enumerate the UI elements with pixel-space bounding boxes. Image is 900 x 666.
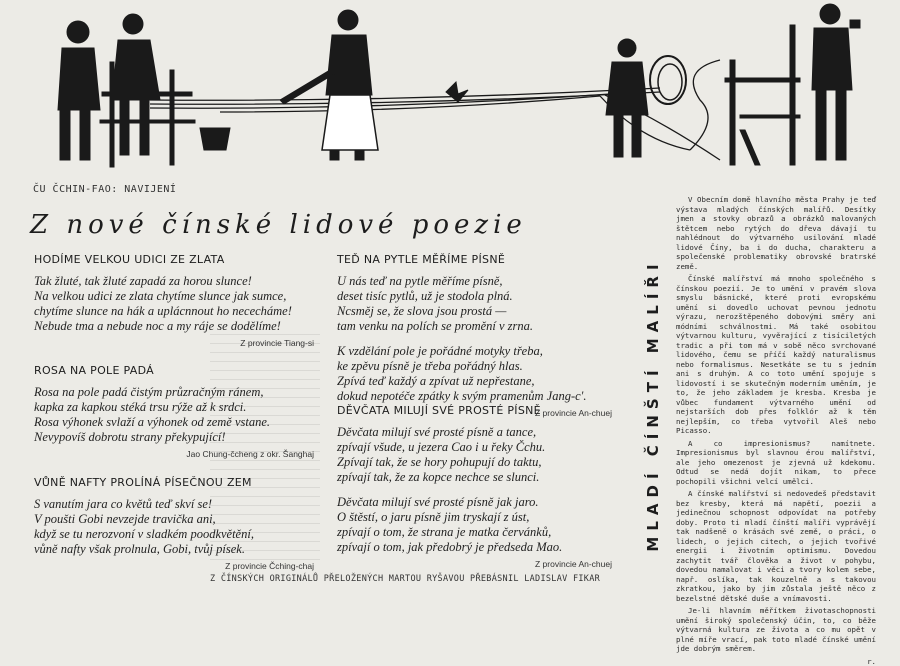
poem-line: Nebude tma a nebude noc a my ráje se dodělíme! bbox=[34, 319, 314, 334]
vertical-title-text: MLADÍ ČÍNŠTÍ MALÍŘI bbox=[644, 258, 662, 551]
poem-source: Z provincie Tiang-si bbox=[34, 338, 314, 348]
poem-3 bbox=[34, 476, 314, 571]
poem-line: Zpívají tak, že se hory pohupují do taktu, bbox=[337, 455, 612, 470]
page-title: Z nové čínské lidové poezie bbox=[30, 210, 527, 240]
poem-line: když se tu nerozvoní v sladkém poodkvětění, bbox=[34, 527, 314, 542]
poem-stanza-break bbox=[337, 334, 612, 344]
poem-line: Zpívá teď každý a zpívat už nepřestane, bbox=[337, 374, 612, 389]
poem-line: Rosa na pole padá čistým průzračným ránem, bbox=[34, 385, 314, 400]
poem-line: tam venku na polích se promění v zrna. bbox=[337, 319, 612, 334]
poem-line: S vanutím jara co květů teď skví se! bbox=[34, 497, 314, 512]
poem-line: chytíme slunce na hák a uplácnnout ho nececháme! bbox=[34, 304, 314, 319]
article-paragraph: A co impresionismus? namítnete. Impresionismus byl slavnou érou malířství, ale jeho omezenost je zjevná už kdekomu. Odtud se nedá dojít nikam, to přece pochopili všichni velcí umělci. bbox=[676, 439, 876, 487]
article-body bbox=[676, 195, 876, 595]
article-signature: r. bbox=[676, 657, 876, 666]
poem-line: zpívají všude, u jezera Cao i u řeky Čchu. bbox=[337, 440, 612, 455]
poem-4 bbox=[337, 253, 612, 418]
weaving-scene-drawing bbox=[0, 0, 900, 190]
illustration-caption: ČU ČCHIN-FAO: NAVIJENÍ bbox=[33, 184, 176, 195]
poem-title: VŮNĚ NAFTY PROLÍNÁ PÍSEČNOU ZEM bbox=[34, 476, 314, 489]
poem-2 bbox=[34, 364, 314, 459]
poem-line: kapka za kapkou stéká trsu rýže až k srdci. bbox=[34, 400, 314, 415]
poem-line: O štěstí, o jaru písně jim tryskají z úst, bbox=[337, 510, 612, 525]
poem-line: V poušti Gobi nevzejde travička ani, bbox=[34, 512, 314, 527]
poem-title: TEĎ NA PYTLE MĚŘÍME PÍSNĚ bbox=[337, 253, 612, 266]
article-vertical-title bbox=[638, 220, 668, 590]
poem-stanza-break bbox=[337, 485, 612, 495]
article-paragraph: A čínské malířství si nedovedeš představit bez kresby, která má napětí, poezii a jedinečnou schopnost odpovídat na potřeby doby. Proto ti mladí čínští malíři vyprávějí tak nadšeně o krásách své země, o práci, o lidech, o jejich citech, o jejich tvořivé energii i životním optimismu. Dovedou zachytit tvář člověka a život v pohybu, dovedou namalovat i věci a tvory kolem sebe, např. oslíka, tak kouzelně a s takovou zkratkou, jako by jim zůstala ještě něco z bezelstné dětské duše a vnímavosti. bbox=[676, 489, 876, 603]
translation-credit: Z ČÍNSKÝCH ORIGINÁLŮ PŘELOŽENÝCH MARTOU RYŠAVOU PŘEBÁSNIL LADISLAV FIKAR bbox=[210, 574, 600, 584]
poem-line: Nevypovíš dobrotu strany překypující! bbox=[34, 430, 314, 445]
poem-line: U nás teď na pytle měříme písně, bbox=[337, 274, 612, 289]
poem-line: Na velkou udici ze zlata chytíme slunce jak sumce, bbox=[34, 289, 314, 304]
poem-line: dokud nepotéče zpátky k svým pramenům Jang-c'. bbox=[337, 389, 612, 404]
poem-line: zpívají o tom, jak předobrý je předseda Mao. bbox=[337, 540, 612, 555]
poem-line: vůně nafty však prolnula, Gobi, tvůj písek. bbox=[34, 542, 314, 557]
article-paragraph: V Obecním domě hlavního města Prahy je teď výstava mladých čínských malířů. Desítky jmen a stovky obrazů a obrázků malovaných štětcem nebo rytých do dřeva dávají tu nahlédnout do výtvarného usilování mladé lidové Číny, ba i do ducha, charakteru a společenské problematiky obrovské bratrské země. bbox=[676, 195, 876, 271]
poem-line: Rosa výhonek svlaží a výhonek od země vstane. bbox=[34, 415, 314, 430]
poem-line: deset tisíc pytlů, už je stodola plná. bbox=[337, 289, 612, 304]
poem-source: Z provincie Čching-chaj bbox=[34, 561, 314, 571]
poem-title: DĚVČATA MILUJÍ SVÉ PROSTÉ PÍSNĚ bbox=[337, 404, 612, 417]
poem-title: HODÍME VELKOU UDICI ZE ZLATA bbox=[34, 253, 314, 266]
poem-5 bbox=[337, 404, 612, 569]
poem-line: Ncsměj se, že slova jsou prostá — bbox=[337, 304, 612, 319]
poem-line: zpívají o tom, že strana je matka červánků, bbox=[337, 525, 612, 540]
poem-line: Tak žluté, tak žluté zapadá za horou slunce! bbox=[34, 274, 314, 289]
article-paragraph: Je-li hlavním měřítkem životaschopnosti umění široký společenský účin, to, co běže výtvarná kultura ze života a co mu opět v plné míře vrací, pak toto mladé čínské umění jde dobrým směrem. bbox=[676, 606, 876, 654]
poem-line: Děvčata milují své prosté písně jak jaro. bbox=[337, 495, 612, 510]
poem-line: K vzdělání pole je pořádné motyky třeba, bbox=[337, 344, 612, 359]
poem-1 bbox=[34, 253, 314, 348]
poem-source: Z provincie An-chuej bbox=[337, 408, 612, 418]
poem-source: Z provincie An-chuej bbox=[337, 559, 612, 569]
poem-line: ke zpěvu písně je třeba pořádný hlas. bbox=[337, 359, 612, 374]
illustration-weaving bbox=[0, 0, 900, 190]
poem-line: zpívají tak, že za kopce nechce se slunci. bbox=[337, 470, 612, 485]
article-paragraph: Čínské malířství má mnoho společného s čínskou poezií. Je to umění v pravém slova smyslu básnické, které proti evropskému umění si dovedlo uchovat pevnou jednotu výrazu, nerozštěpeného dobovými směry ani módními schválnostmi. Má také osobitou výtvarnou kulturu, vyvěrající z tisíciletých tradic a při tom má v sobě něco svrchované lidového, čemu se příčí každý naturalismus nebo formalismus. Nesetkáte se tu s jedním ani s druhým. A co toto umění spojuje s lidovostí i se skutečným moderním uměním, je to, že jeho základem je kresba. Kresba je vůbec fundament výtvarného umění od nejstarších dob přes folklór až k těm nejlepším, co třeba vytvořil Aleš nebo Picasso. bbox=[676, 274, 876, 436]
poem-line: Děvčata milují své prosté písně a tance, bbox=[337, 425, 612, 440]
poem-title: ROSA NA POLE PADÁ bbox=[34, 364, 314, 377]
poem-source: Jao Chung-čcheng z okr. Šanghaj bbox=[34, 449, 314, 459]
